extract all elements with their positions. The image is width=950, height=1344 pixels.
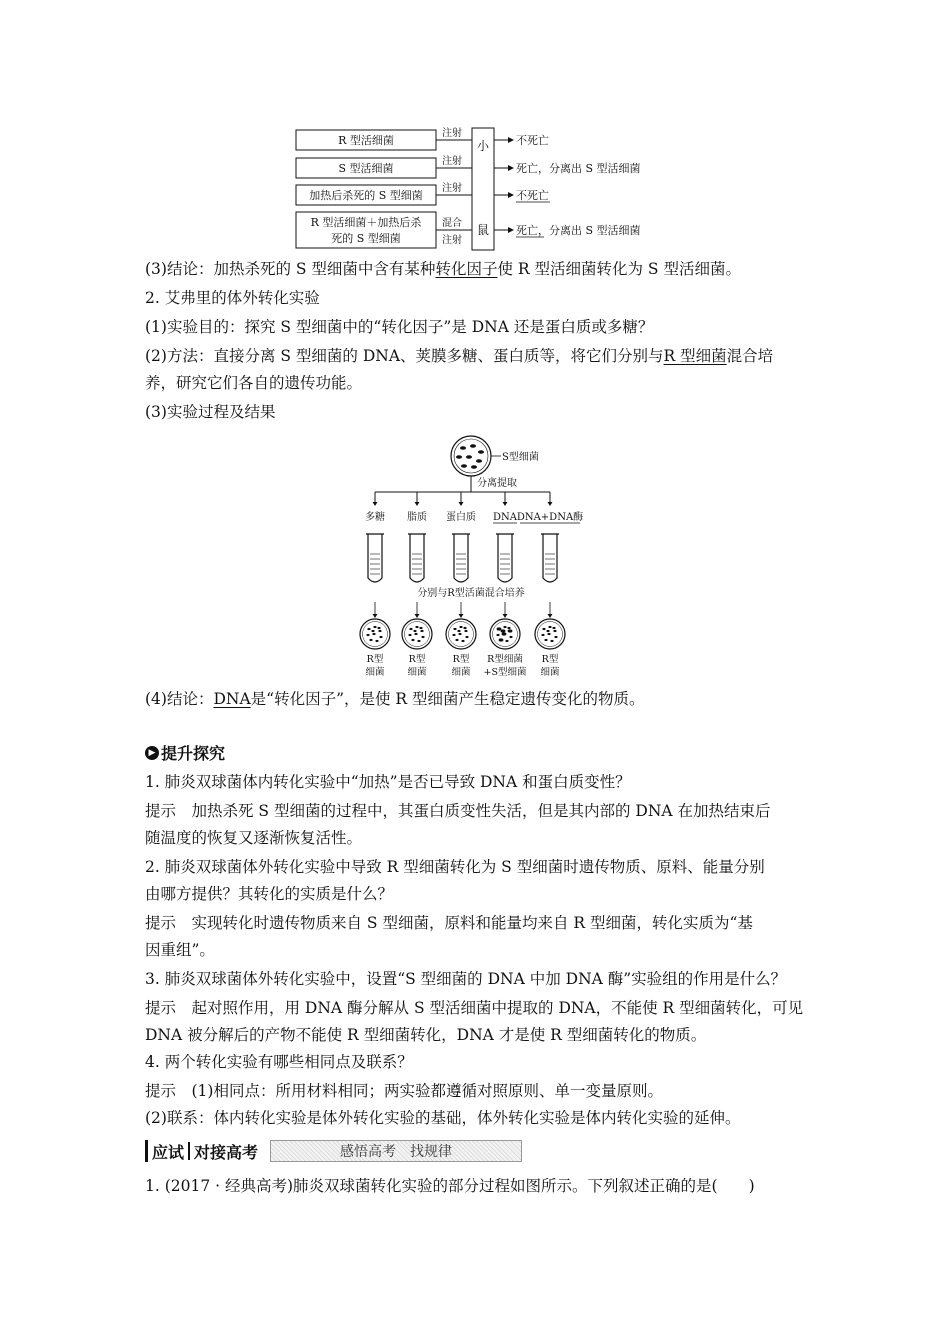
- result-label-1-line2: 细菌: [407, 667, 427, 678]
- avery-experiment-diagram: [345, 430, 605, 682]
- fig1-mouse-top: 小: [476, 139, 490, 153]
- fig1-arrow-label-3: 注射: [442, 183, 462, 194]
- result-label-0-line2: 细菌: [365, 667, 385, 678]
- exam-section-bar: [145, 1138, 825, 1164]
- bacteria-colony: [420, 630, 423, 632]
- exam-section-label: [145, 1140, 262, 1162]
- explore-line-11: 4. 两个转化实验有哪些相同点及联系？: [145, 1053, 413, 1071]
- tube-label-0: 多糖: [365, 512, 385, 523]
- bacteria-colony: [465, 636, 468, 638]
- exam-label-a: 应试: [152, 1142, 185, 1162]
- bacteria-colony: [547, 633, 550, 635]
- fig1-mouse-bottom: 鼠: [476, 223, 490, 237]
- conclusion-2-keyword: DNA: [213, 690, 251, 708]
- dish-arrow: [415, 614, 420, 618]
- explore-line-4: 2. 肺炎双球菌体外转化实验中导致 R 型细菌转化为 S 型细菌时遗传物质、原料、能量分别: [145, 858, 765, 876]
- avery-purpose: (1)实验目的：探究 S 型细菌中的“转化因子”是 DNA 还是蛋白质或多糖？: [145, 318, 654, 336]
- bacteria-colony: [457, 630, 460, 632]
- explore-line-5: 由哪方提供？其转化的实质是什么？: [145, 885, 394, 903]
- fig1-result-4: 死亡，分离出 S 型活细菌: [516, 224, 641, 237]
- bacteria-colony: [464, 630, 467, 632]
- result-label-2-line1: R型: [452, 654, 470, 665]
- conclusion-1-text-a: (3)结论：加热杀死的 S 型细菌中含有某种: [145, 260, 436, 278]
- avery-method-text-a: (2)方法：直接分离 S 型细菌的 DNA、荚膜多糖、蛋白质等，将它们分别与: [145, 347, 664, 365]
- bacteria-colony: [373, 626, 376, 628]
- conclusion-2: [145, 688, 645, 710]
- dish-arrow: [373, 614, 378, 618]
- bacteria-colony: [415, 626, 418, 628]
- bacteria-colony: [509, 636, 512, 638]
- result-label-0-line1: R型: [366, 654, 384, 665]
- avery-method: [145, 345, 773, 367]
- bacteria-colony: [458, 633, 461, 635]
- branch-arrow: [459, 502, 464, 506]
- bacteria-colony: [496, 634, 499, 636]
- bacteria-colony: [499, 638, 504, 641]
- fig1-arrow-label-4b: 注射: [442, 235, 462, 246]
- bacteria-colony: [453, 628, 456, 630]
- explore-line-2: 提示 加热杀死 S 型细菌的过程中，其蛋白质变性失活，但是其内部的 DNA 在加热结束后: [145, 802, 771, 820]
- bacteria-colony: [507, 627, 510, 629]
- result-label-1-line1: R型: [408, 654, 426, 665]
- bacteria-colony: [366, 634, 369, 636]
- result-label-2-line2: 细菌: [451, 667, 471, 678]
- exam-label-b: 对接高考: [194, 1142, 259, 1162]
- bacteria-colony: [378, 630, 381, 632]
- explore-line-9: 提示 起对照作用，用 DNA 酶分解从 S 型活细菌中提取的 DNA，不能使 R 型细菌转化，可见: [145, 999, 804, 1017]
- griffith-experiment-diagram: [290, 122, 690, 252]
- avery-method-text-b: 混合培: [726, 347, 774, 365]
- s-bacteria-label: S型细菌: [502, 452, 539, 463]
- bacteria-colony: [553, 630, 556, 632]
- bacteria-colony: [419, 627, 422, 629]
- branch-arrow: [373, 502, 378, 506]
- fig1-result-2: 死亡，分离出 S 型活细菌: [516, 162, 641, 175]
- bacteria-colony: [541, 634, 544, 636]
- bacteria-colony: [367, 628, 370, 630]
- bacteria-colony: [372, 633, 375, 635]
- fig1-arrow-label-2: 注射: [442, 156, 462, 167]
- bacteria-colony: [459, 626, 462, 628]
- branch-arrow: [503, 502, 508, 506]
- bacteria-colony: [413, 630, 416, 632]
- fig1-result-3: 不死亡: [516, 189, 549, 202]
- test-tube: [454, 534, 468, 582]
- mix-culture-label: 分别与R型活菌混合培养: [417, 588, 525, 599]
- fig1-arrow-label-4a: 混合: [442, 218, 462, 229]
- exam-section-strip: 感悟高考 找规律: [270, 1140, 522, 1162]
- branch-arrow: [548, 502, 553, 506]
- explore-line-10: DNA 被分解后的产物不能使 R 型细菌转化，DNA 才是使 R 型细菌转化的物质。: [145, 1026, 707, 1044]
- bacteria-colony: [508, 629, 513, 632]
- bacteria-colony: [554, 636, 557, 638]
- bacteria-colony: [369, 639, 372, 641]
- tube-label-4: DNA+DNA酶: [516, 512, 584, 523]
- dish-arrow: [459, 614, 464, 618]
- bacteria-colony: [375, 640, 378, 642]
- bacteria-colony: [544, 639, 547, 641]
- explore-line-12: 提示 (1)相同点：所用材料相同；两实验都遵循对照原则、单一变量原则。: [145, 1082, 663, 1100]
- bacteria-colony: [503, 626, 506, 628]
- bacteria-colony: [455, 639, 458, 641]
- section-heading-explore: [145, 741, 225, 764]
- bacteria-colony: [501, 629, 506, 632]
- question-1: 1. (2017 · 经典高考)肺炎双球菌转化实验的部分过程如图所示。下列叙述正确的是( ): [145, 1177, 755, 1195]
- fig1-box-4-line2: 死的 S 型细菌: [331, 232, 401, 245]
- bacteria-colony: [548, 626, 551, 628]
- bacteria-colony: [409, 628, 412, 630]
- bacteria-colony: [417, 640, 420, 642]
- bacteria-colony: [497, 627, 502, 630]
- explore-line-6: 提示 实现转化时遗传物质来自 S 型细菌，原料和能量均来自 R 型细菌，转化实质为“基: [145, 914, 753, 932]
- dish-arrow: [503, 614, 508, 618]
- conclusion-2-text-b: 是“转化因子”，是使 R 型细菌产生稳定遗传变化的物质。: [250, 690, 645, 708]
- tube-label-2: 蛋白质: [446, 512, 476, 523]
- bacteria-colony: [552, 627, 555, 629]
- play-icon: ▶: [145, 746, 159, 760]
- bacteria-colony: [542, 628, 545, 630]
- fig1-box-1: R 型活细菌: [338, 134, 394, 147]
- bacteria-colony: [377, 627, 380, 629]
- conclusion-1: [145, 258, 741, 280]
- branch-arrow: [415, 502, 420, 506]
- bacteria-colony: [411, 639, 414, 641]
- test-tube: [368, 534, 382, 582]
- explore-line-3: 随温度的恢复又逐渐恢复活性。: [145, 829, 363, 847]
- extract-label: 分离提取: [477, 478, 517, 489]
- avery-method-keyword: R 型细菌: [663, 347, 727, 365]
- bacteria-colony: [505, 640, 508, 642]
- explore-line-7: 因重组”。: [145, 941, 215, 959]
- avery-process-title: (3)实验过程及结果: [145, 403, 276, 421]
- avery-method-cont: 养，研究它们各自的遗传功能。: [145, 374, 363, 392]
- bacteria-colony: [408, 634, 411, 636]
- bacteria-colony: [452, 634, 455, 636]
- bacteria-colony: [546, 630, 549, 632]
- test-tube: [498, 534, 512, 582]
- bacteria-colony: [550, 640, 553, 642]
- conclusion-1-text-b: 使 R 型活细菌转化为 S 型活细菌。: [497, 260, 741, 278]
- dish-arrow: [548, 614, 553, 618]
- test-tube: [543, 534, 557, 582]
- bacteria-colony: [502, 632, 507, 635]
- tube-label-1: 脂质: [407, 512, 427, 523]
- fig1-box-2: S 型活细菌: [338, 162, 394, 175]
- explore-line-8: 3. 肺炎双球菌体外转化实验中，设置“S 型细菌的 DNA 中加 DNA 酶”实验组的作用是什么？: [145, 970, 787, 988]
- conclusion-1-keyword: 转化因子: [435, 260, 498, 278]
- fig1-result-1: 不死亡: [516, 134, 549, 147]
- fig1-box-4-line1: R 型活细菌＋加热后杀: [310, 216, 422, 229]
- result-label-3-line2: +S型细菌: [483, 667, 527, 678]
- bacteria-colony: [371, 630, 374, 632]
- bacteria-colony: [461, 640, 464, 642]
- bacteria-colony: [421, 636, 424, 638]
- bacteria-colony: [463, 627, 466, 629]
- bacteria-colony: [414, 633, 417, 635]
- result-label-4-line2: 细菌: [540, 667, 560, 678]
- fig1-box-3: 加热后杀死的 S 型细菌: [309, 189, 423, 202]
- exam-label-divider: [188, 1142, 190, 1160]
- bacteria-colony: [379, 636, 382, 638]
- test-tube: [410, 534, 424, 582]
- tube-label-3: DNA: [493, 512, 517, 523]
- fig1-arrow-label-1: 注射: [442, 128, 462, 139]
- section-heading-text: 提升探究: [161, 744, 226, 763]
- explore-line-1: 1. 肺炎双球菌体内转化实验中“加热”是否已导致 DNA 和蛋白质变性？: [145, 773, 631, 791]
- result-label-4-line1: R型: [541, 654, 559, 665]
- conclusion-2-text-a: (4)结论：: [145, 690, 214, 708]
- section-avery-title: 2. 艾弗里的体外转化实验: [145, 289, 320, 307]
- result-label-3-line1: R型细菌: [487, 654, 523, 665]
- explore-line-13: (2)联系：体内转化实验是体外转化实验的基础，体外转化实验是体内转化实验的延伸。: [145, 1109, 741, 1127]
